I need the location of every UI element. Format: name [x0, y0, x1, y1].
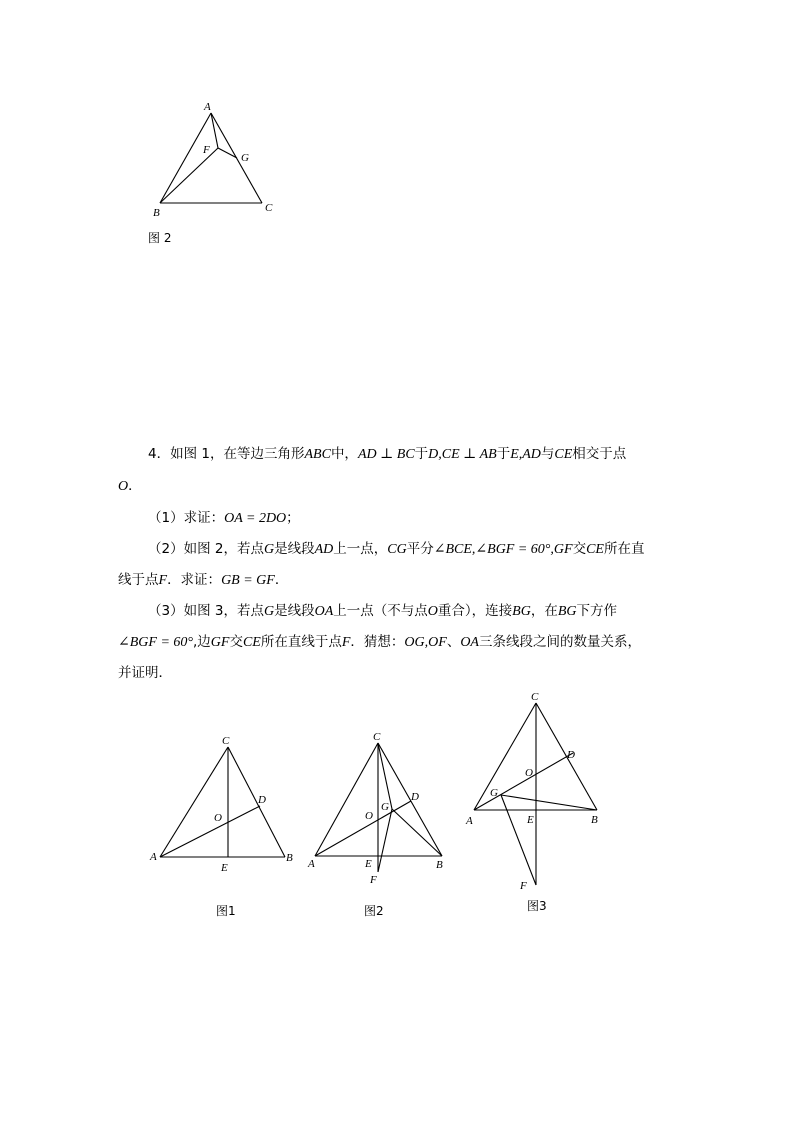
segment-bf [160, 148, 218, 203]
label-e: E [221, 862, 228, 874]
label-b: B [286, 852, 293, 864]
label-e: E [527, 814, 534, 826]
figure-2 [305, 725, 455, 890]
segment-gf [501, 795, 536, 885]
part3-text-line3: 并证明． [118, 665, 172, 681]
label-e: E [365, 858, 372, 870]
label-c: C [265, 202, 273, 214]
label-o: O [214, 812, 222, 824]
label-b: B [591, 814, 598, 826]
figure-top [140, 95, 290, 225]
label-c: C [222, 735, 230, 747]
label-d: D [567, 749, 575, 761]
part2-text-line1: （2）如图 2，若点G是线段AD上一点，CG平分∠BCE,∠BGF = 60°,GF交CE所在直 [148, 541, 645, 557]
segment-ac [474, 703, 536, 810]
segment-ac [315, 743, 378, 856]
problem-4-intro-line2: O． [118, 478, 142, 494]
part1-formula: OA = 2DO [224, 511, 287, 526]
segment-gb [501, 795, 597, 810]
label-a: A [204, 101, 211, 113]
label-f: F [203, 144, 210, 156]
segment-bc [378, 743, 442, 856]
part3-text-line1: （3）如图 3，若点G是线段OA上一点（不与点O重合），连接BG，在BG下方作 [148, 603, 617, 619]
label-f: F [370, 874, 377, 886]
segment-bc [228, 747, 285, 857]
label-d: D [411, 791, 419, 803]
label-a: A [308, 858, 315, 870]
part3-text-line2: ∠BGF = 60°,边GF交CE所在直线于点F．猜想：OG,OF、OA三条线段之间的数量关系， [118, 634, 641, 650]
label-f: F [520, 880, 527, 892]
segment-cg [378, 743, 392, 809]
label-d: D [258, 794, 266, 806]
segment-ad [474, 753, 573, 810]
problem-4-intro-line1: 4．如图 1，在等边三角形ABC中，AD ⊥ BC于D,CE ⊥ AB于E,AD与CE相交于点 [148, 446, 627, 462]
part2-text-line2: 线于点F．求证：GB = GF． [118, 572, 289, 588]
part2-formula: GB = GF [221, 573, 275, 588]
segment-gb [392, 809, 442, 856]
label-b: B [436, 859, 443, 871]
segment-ad [315, 801, 411, 856]
label-g: G [241, 152, 249, 164]
segment-ad [160, 806, 260, 857]
figure-1-caption: 图1 [216, 904, 236, 918]
label-a: A [466, 815, 473, 827]
label-c: C [373, 731, 381, 743]
label-g: G [381, 801, 389, 813]
label-c: C [531, 691, 539, 703]
figure-3-caption: 图3 [527, 899, 547, 913]
figure-top-caption: 图 2 [148, 231, 172, 245]
segment-ab [160, 113, 211, 203]
label-o: O [365, 810, 373, 822]
problem-number: 4． [148, 446, 171, 462]
label-a: A [150, 851, 157, 863]
figure-1 [145, 730, 305, 880]
label-g: G [490, 787, 498, 799]
part1-text: （1）求证：OA = 2DO； [148, 510, 300, 526]
figure-3 [460, 685, 610, 895]
label-b: B [153, 207, 160, 219]
figure-2-caption: 图2 [364, 904, 384, 918]
label-o: O [525, 767, 533, 779]
segment-ac [160, 747, 228, 857]
